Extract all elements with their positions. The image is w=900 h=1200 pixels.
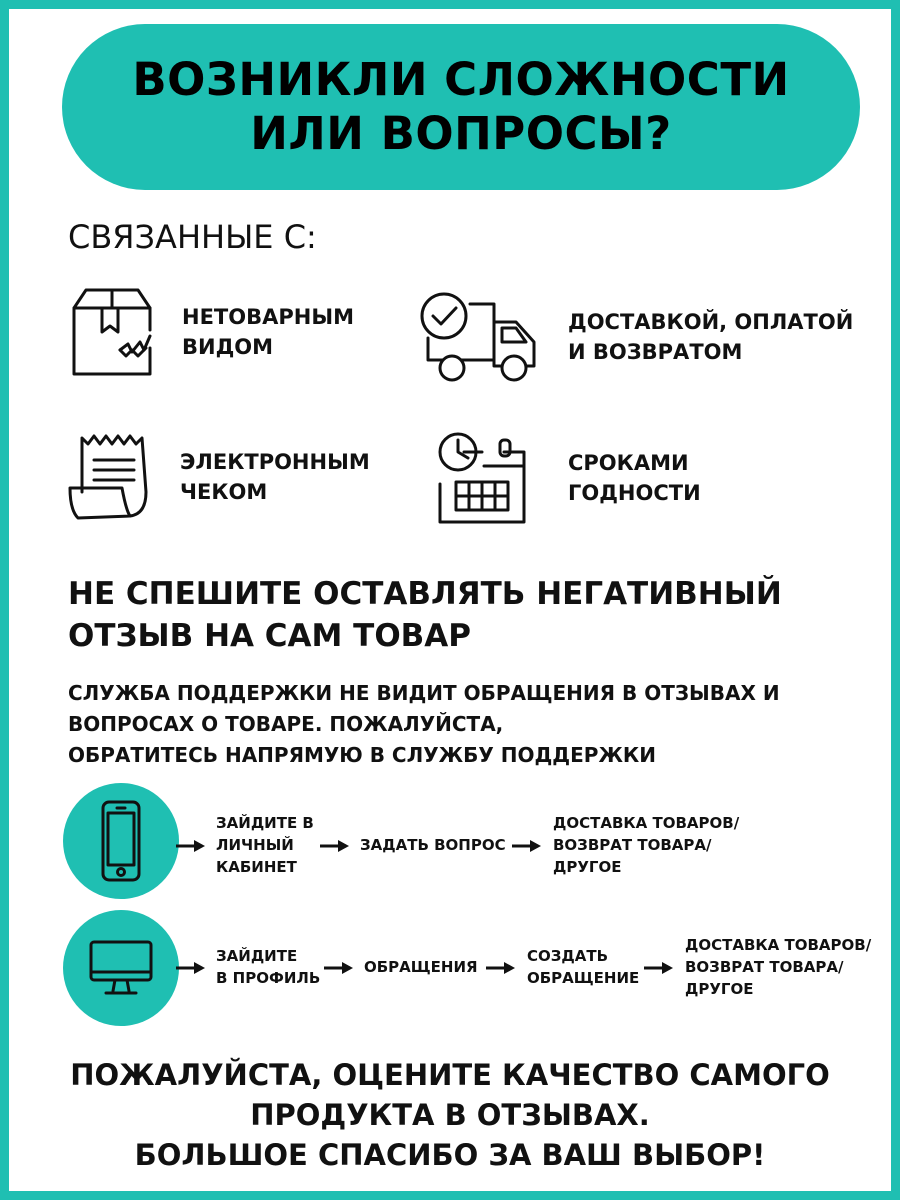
arrow-icon: [324, 960, 354, 976]
arrow-icon: [644, 960, 674, 976]
topic-label-delivery: ДОСТАВКОЙ, ОПЛАТОЙ И ВОЗВРАТОМ: [568, 310, 854, 364]
arrow-icon: [486, 960, 516, 976]
footer-message: ПОЖАЛУЙСТА, ОЦЕНИТЕ КАЧЕСТВО САМОГО ПРОДУКТА В ОТЗЫВАХ. БОЛЬШОЕ СПАСИБО ЗА ВАШ ВЫБОР!: [70, 1058, 830, 1172]
warning-heading: НЕ СПЕШИТЕ ОСТАВЛЯТЬ НЕГАТИВНЫЙ ОТЗЫВ НА САМ ТОВАР: [68, 576, 782, 654]
arrow-icon: [320, 838, 350, 854]
calendar-clock-icon: [434, 430, 530, 526]
arrow-icon: [176, 838, 206, 854]
topic-delivery: [418, 290, 853, 384]
arrow-icon: [176, 960, 206, 976]
monitor-icon: [88, 939, 154, 997]
mobile-step-2: ЗАДАТЬ ВОПРОС: [360, 836, 506, 854]
topic-receipt: [66, 432, 370, 522]
topic-expiry: [434, 430, 701, 526]
related-label: СВЯЗАННЫЕ С:: [68, 218, 317, 256]
mobile-step-1: ЗАЙДИТЕ В ЛИЧНЫЙ КАБИНЕТ: [216, 814, 314, 876]
mobile-circle: [63, 783, 179, 899]
desktop-step-3: СОЗДАТЬ ОБРАЩЕНИЕ: [527, 947, 640, 987]
desktop-step-4: ДОСТАВКА ТОВАРОВ/ ВОЗВРАТ ТОВАРА/ ДРУГОЕ: [685, 936, 872, 998]
header-title: ВОЗНИКЛИ СЛОЖНОСТИ ИЛИ ВОПРОСЫ?: [132, 53, 790, 160]
desktop-step-2: ОБРАЩЕНИЯ: [364, 958, 478, 976]
topic-appearance: [70, 286, 354, 378]
topic-label-receipt: ЭЛЕКТРОННЫМ ЧЕКОМ: [180, 450, 370, 504]
topic-label-appearance: НЕТОВАРНЫМ ВИДОМ: [182, 305, 354, 359]
header-banner: [62, 24, 860, 190]
topic-label-expiry: СРОКАМИ ГОДНОСТИ: [568, 451, 701, 505]
support-note: СЛУЖБА ПОДДЕРЖКИ НЕ ВИДИТ ОБРАЩЕНИЯ В ОТЗЫВАХ И ВОПРОСАХ О ТОВАРЕ. ПОЖАЛУЙСТА, ОБРАТИТЕСЬ НАПРЯМУЮ В СЛУЖБУ ПОДДЕРЖКИ: [68, 681, 780, 767]
desktop-circle: [63, 910, 179, 1026]
smartphone-icon: [99, 799, 143, 883]
arrow-icon: [512, 838, 542, 854]
delivery-truck-icon: [418, 290, 540, 384]
mobile-step-3: ДОСТАВКА ТОВАРОВ/ ВОЗВРАТ ТОВАРА/ ДРУГОЕ: [553, 814, 740, 876]
receipt-icon: [66, 432, 154, 522]
desktop-step-1: ЗАЙДИТЕ В ПРОФИЛЬ: [216, 947, 321, 987]
damaged-box-icon: [70, 286, 154, 378]
